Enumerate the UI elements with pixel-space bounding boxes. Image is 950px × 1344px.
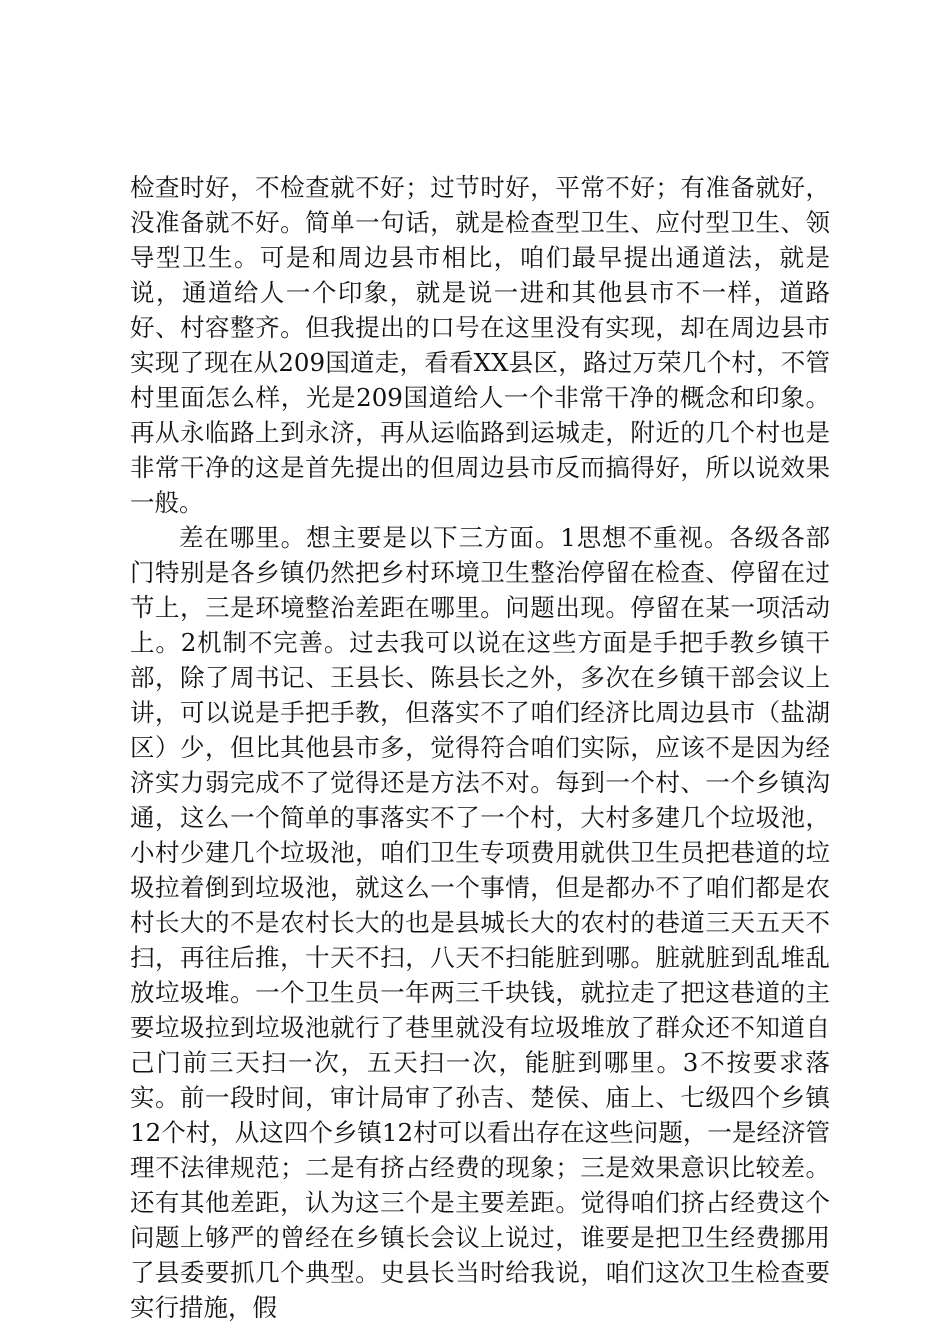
paragraph-1: 检查时好，不检查就不好；过节时好，平常不好；有准备就好，没准备就不好。简单一句话，就是检查型卫生、应付型卫生、领导型卫生。可是和周边县市相比，咱们最早提出通道法，就是说，通道给人一个印象，就是说一进和其他县市不一样，道路好、村容整齐。但我提出的口号在这里没有实现，却在周边县市实现了现在从209国道走，看看XX县区，路过万荣几个村，不管村里面怎么样，光是209国道给人一个非常干净的概念和印象。再从永临路上到永济，再从运临路到运城走，附近的几个村也是非常干净的这是首先提出的但周边县市反而搞得好，所以说效果一般。 [130,173,830,517]
paragraph-2: 差在哪里。想主要是以下三方面。1思想不重视。各级各部门特别是各乡镇仍然把乡村环境卫生整治停留在检查、停留在过节上，三是环境整治差距在哪里。问题出现。停留在某一项活动上。2机制不完善。过去我可以说在这些方面是手把手教乡镇干部，除了周书记、王县长、陈县长之外，多次在乡镇干部会议上讲，可以说是手把手教，但落实不了咱们经济比周边县市（盐湖区）少，但比其他县市多，觉得符合咱们实际，应该不是因为经济实力弱完成不了觉得还是方法不对。每到一个村、一个乡镇沟通，这么一个简单的事落实不了一个村，大村多建几个垃圾池，小村少建几个垃圾池，咱们卫生专项费用就供卫生员把巷道的垃圾拉着倒到垃圾池，就这么一个事情，但是都办不了咱们都是农村长大的不是农村长大的也是县城长大的农村的巷道三天五天不扫，再往后推，十天不扫，八天不扫能脏到哪。脏就脏到乱堆乱放垃圾堆。一个卫生员一年两三千块钱，就拉走了把这巷道的主要垃圾拉到垃圾池就行了巷里就没有垃圾堆放了群众还不知道自己门前三天扫一次，五天扫一次，能脏到哪里。3不按要求落实。前一段时间，审计局审了孙吉、楚侯、庙上、七级四个乡镇12个村，从这四个乡镇12村可以看出存在这些问题，一是经济管理不法律规范；二是有挤占经费的现象；三是效果意识比较差。还有其他差距，认为这三个是主要差距。觉得咱们挤占经费这个问题上够严的曾经在乡镇长会议上说过，谁要是把卫生经费挪用了县委要抓几个典型。史县长当时给我说，咱们这次卫生检查要实行措施，假 [130,523,830,1322]
document-page [130,170,830,1325]
